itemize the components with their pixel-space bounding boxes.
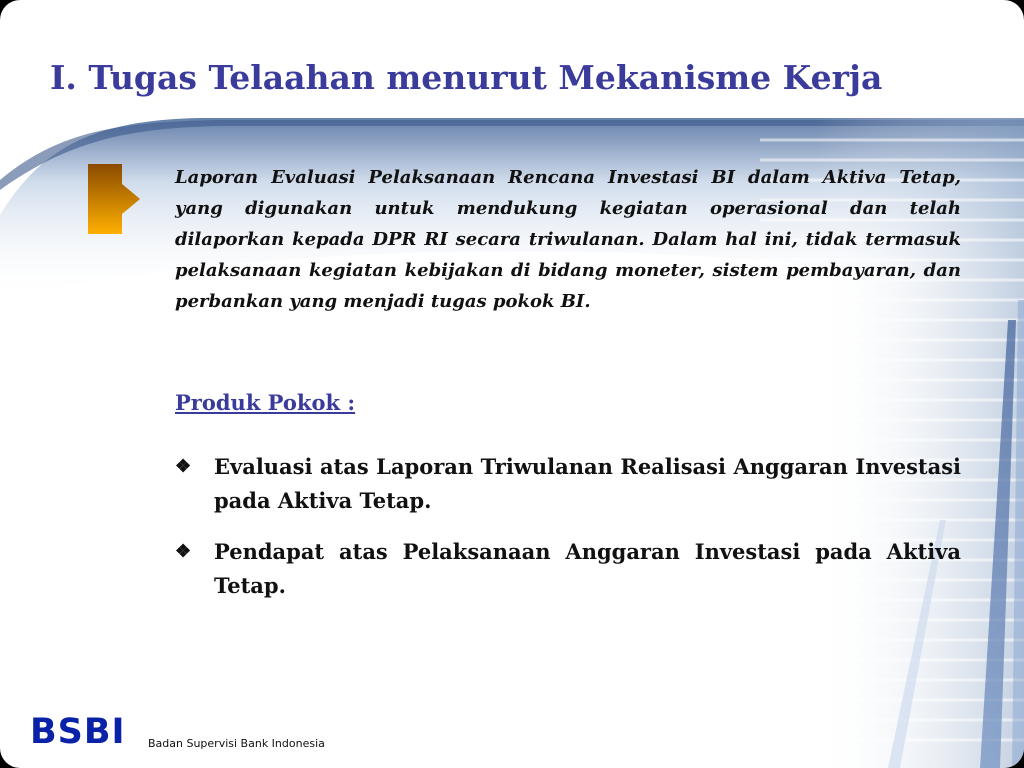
list-item [175,450,961,518]
section-subheading: Produk Pokok : [175,390,356,415]
diamond-bullet-icon: ❖ [175,541,192,562]
product-list [175,450,961,620]
list-item [175,535,961,603]
list-item-text: Evaluasi atas Laporan Triwulanan Realisasi Anggaran Investasi pada Aktiva Tetap. [214,454,961,513]
list-item-text: Pendapat atas Pelaksanaan Anggaran Investasi pada Aktiva Tetap. [214,539,961,598]
intro-paragraph: Laporan Evaluasi Pelaksanaan Rencana Investasi BI dalam Aktiva Tetap, yang digunakan untuk mendukung kegiatan operasional dan telah dilaporkan kepada DPR RI secara triwulanan. Dalam hal ini, tidak termasuk pelaksanaan kegiatan kebijakan di bidang moneter, sistem pembayaran, dan perbankan yang menjadi tugas pokok BI. [175,167,961,312]
arrow-right-icon [88,164,140,234]
slide-title: I. Tugas Telaahan menurut Mekanisme Kerja [50,58,883,97]
footer-org-name: Badan Supervisi Bank Indonesia [148,737,325,750]
diamond-bullet-icon: ❖ [175,456,192,477]
bsbi-logo: BSBI [30,712,126,752]
